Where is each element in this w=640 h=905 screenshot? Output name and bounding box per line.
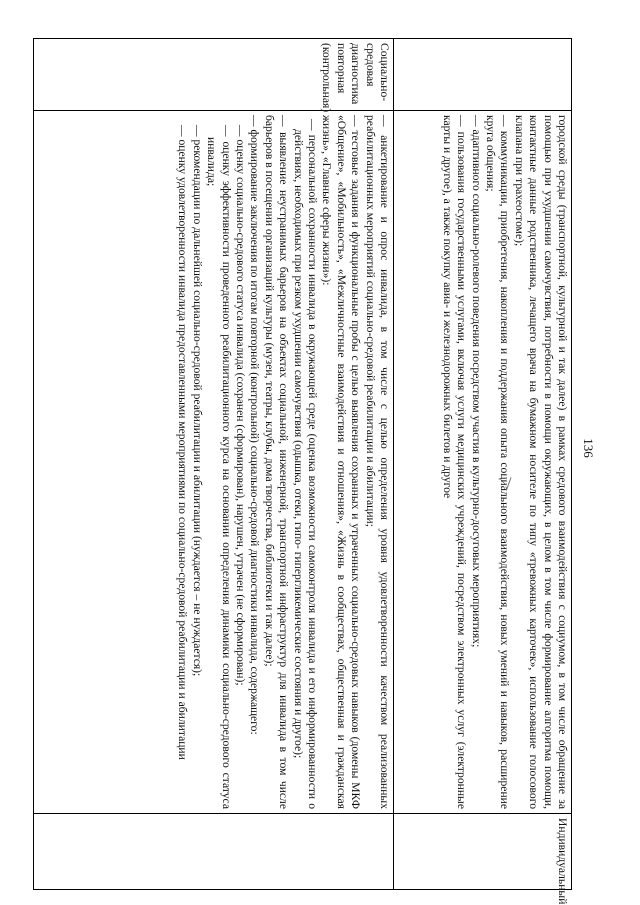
content-cell xyxy=(34,111,394,814)
procedure-table xyxy=(33,38,572,905)
list-item: — оценку эффективности проведенного реабилитационного курса на основании определения динамики социально-средового статуса инвалида; xyxy=(205,125,233,809)
table-row xyxy=(394,39,572,890)
sub-item: — персональной сохранности инвалида в окружающей среде (оценка возможности самоконтроля инвалида и его информированности о действиях, необходимых при резком ухудшении самочувствия (одышка, отеки, гипо- гипергликемические состояния и другое); xyxy=(291,119,319,809)
page-number: 136 xyxy=(581,438,596,458)
content-paragraph: — формирование заключения по итогам повторной (контрольной) социально-средовой диагностики инвалида, содержащего: xyxy=(248,115,262,735)
rotated-page xyxy=(34,38,572,905)
stage-cell: Социально-средовая диагностика повторная (контрольная) xyxy=(34,39,394,111)
list-item: — оценку удовлетворенности инвалида предоставленными мероприятиями по социально-средовой реабилитации и абилитации xyxy=(176,125,190,760)
content-paragraph: — коммуникации, приобретения, накопления и поддержания опыта социального взаимодействия, новых умений и навыков, расширение круга общения; xyxy=(483,115,512,809)
list-item: — оценку социально-средового статуса инвалида (сохранен (сформирован), нарушен, утрачен (не сформирован); xyxy=(233,125,247,686)
table-row xyxy=(34,39,394,890)
content-paragraph: — тестовые задания и функциональные пробы с целью выявления сохранных и утраченных социально-средовых навыков (домены МКФ «Общение», «Мобильность», «Межличностные взаимодействия и отношения», «Жизнь в сообществах, общественная и гражданская жизнь», «Главные сферы жизни»): xyxy=(320,115,363,809)
content-paragraph: — анкетирование и опрос инвалида, в том числе с целью определения уровня удовлетворенности качеством реализованных реабилитационных мероприятий социально-средовой реабилитации и абилитации; xyxy=(363,115,391,809)
content-paragraph: — адаптивного социально-ролевого поведения посредством участия в культурно-досуговых мероприятиях; xyxy=(469,115,483,648)
content-paragraph: городской среды (транспортной, культурной и так далее) в рамках средового взаимодействия с социумом, в том числе обращение за помощью при ухудшении самочувствия, потребности в помощи окружающих, в целом в том числе формирование алгоритма помощи, контактные данные родственника, лечащего врача на бумажном носителе по типу «тревожных карточек», использование голосового клапана при трахеостоме); xyxy=(512,115,569,809)
content-paragraph: — выявление неустранимых барьеров на объектах социальной, инженерной, транспортной инфраструктур для инвалида в том числе барьеров в посещении организаций культуры (музеи, театры, клубы, дома творчества, библиотеки и так далее); xyxy=(262,115,291,809)
form-cell: Индивидуальный xyxy=(394,814,572,890)
list-item: — рекомендации по дальнейшей социально-средовой реабилитации и абилитации (нуждается – не нуждается); xyxy=(190,125,204,677)
form-cell xyxy=(34,814,394,890)
content-cell xyxy=(394,111,572,814)
content-paragraph: — пользования государственными услугами, включая услуги медицинских учреждений, посредством электронных услуг (электронные карты и другое), а также покупку авиа- и железнодорожных билетов и другое xyxy=(440,115,469,809)
stage-cell xyxy=(394,39,572,111)
